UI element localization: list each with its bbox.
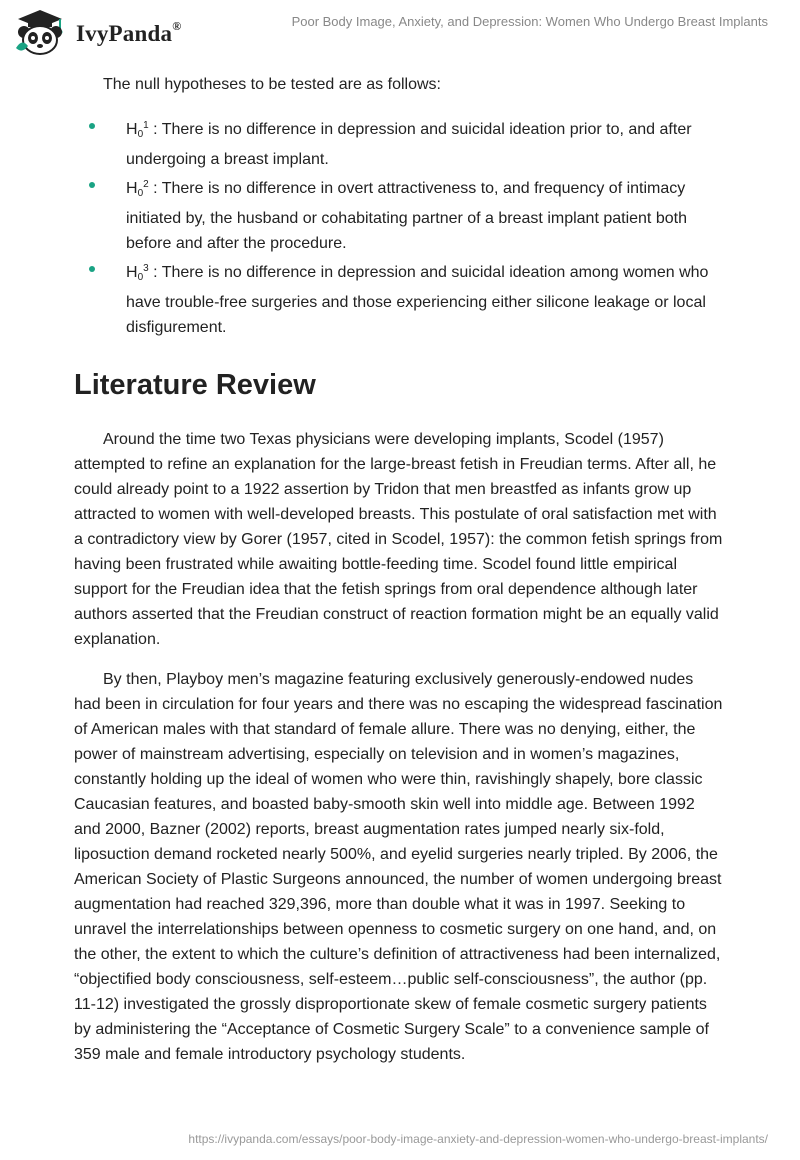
hypothesis-text: : There is no difference in overt attractiveness to, and frequency of intimacy initiated by, the husband or cohabitating partner of a breast implant patient both before and after the procedure. <box>126 180 687 252</box>
hypothesis-item: $H0^2$ : There is no difference in overt attractiveness to, and frequency of intimacy initiated by, the husband or cohabitating partner of a breast implant patient both before and after the procedure. <box>74 172 724 256</box>
hypotheses-list <box>74 113 724 340</box>
brand-name: IvyPanda® <box>76 19 182 46</box>
hypothesis-text: : There is no difference in depression and suicidal ideation prior to, and after undergoing a breast implant. <box>126 121 692 168</box>
bullet-icon <box>89 182 95 188</box>
article-body <box>74 72 724 1067</box>
body-paragraph: By then, Playboy men’s magazine featuring exclusively generously-endowed nudes had been in circulation for four years and there was no escaping the widespread fascination of American males with that standard of female allure. There was no denying, either, the power of mainstream advertising, especially on television and in women’s magazines, constantly holding up the ideal of women who were thin, ravishingly shapely, bore classic Caucasian features, and boasted baby-smooth skin well into middle age. Between 1992 and 2000, Bazner (2002) reports, breast augmentation rates jumped nearly six-fold, liposuction demand rocketed nearly 500%, and eyelid surgeries nearly tripled. By 2006, the American Society of Plastic Surgeons announced, the number of women undergoing breast augmentation had reached 329,396, more than double what it was in 1997. Seeking to unravel the interrelationships between openness to cosmetic surgery on one hand, and, on the other, the extent to which the culture’s definition of attractiveness had been internalized, “objectified body consciousness, self-esteem…public self-consciousness”, the author (pp. 11-12) investigated the grossly disproportionate skew of female cosmetic surgery patients by administering the “Acceptance of Cosmetic Surgery Scale” to a convenience sample of 359 male and female introductory psychology students. <box>74 671 723 1063</box>
document-title: Poor Body Image, Anxiety, and Depression: Women Who Undergo Breast Implants <box>291 14 768 29</box>
body-paragraph: Around the time two Texas physicians were developing implants, Scodel (1957) attempted to refine an explanation for the large-breast fetish in Freudian terms. After all, he could already point to a 1922 assertion by Tridon that men breastfed as infants grow up attracted to women with well-developed breasts. This postulate of oral satisfaction met with a contradictory view by Gorer (1957, cited in Scodel, 1957): the common fetish springs from having been frustrated while awaiting bottle-feeding time. Scodel found little empirical support for the Freudian idea that the fetish springs from oral dependence although later authors asserted that the Freudian construct of reaction formation might be an equally valid explanation. <box>74 431 723 648</box>
section-heading: Literature Review <box>74 369 316 401</box>
source-url[interactable]: https://ivypanda.com/essays/poor-body-image-anxiety-and-depression-women-who-undergo-breast-implants/ <box>188 1132 768 1146</box>
brand-logo[interactable] <box>14 8 181 56</box>
bullet-icon <box>89 123 95 129</box>
hypothesis-item: $H0^3$ : There is no difference in depression and suicidal ideation among women who have trouble-free surgeries and those experiencing either silicone leakage or local disfigurement. <box>74 256 724 340</box>
page-header <box>0 0 800 70</box>
hypothesis-item: $H0^1$ : There is no difference in depression and suicidal ideation prior to, and after undergoing a breast implant. <box>74 113 724 172</box>
panda-graduate-icon <box>14 8 66 56</box>
hypothesis-text: : There is no difference in depression and suicidal ideation among women who have trouble-free surgeries and those experiencing either silicone leakage or local disfigurement. <box>126 264 709 336</box>
bullet-icon <box>89 266 95 272</box>
intro-paragraph: The null hypotheses to be tested are as follows: <box>103 76 441 93</box>
